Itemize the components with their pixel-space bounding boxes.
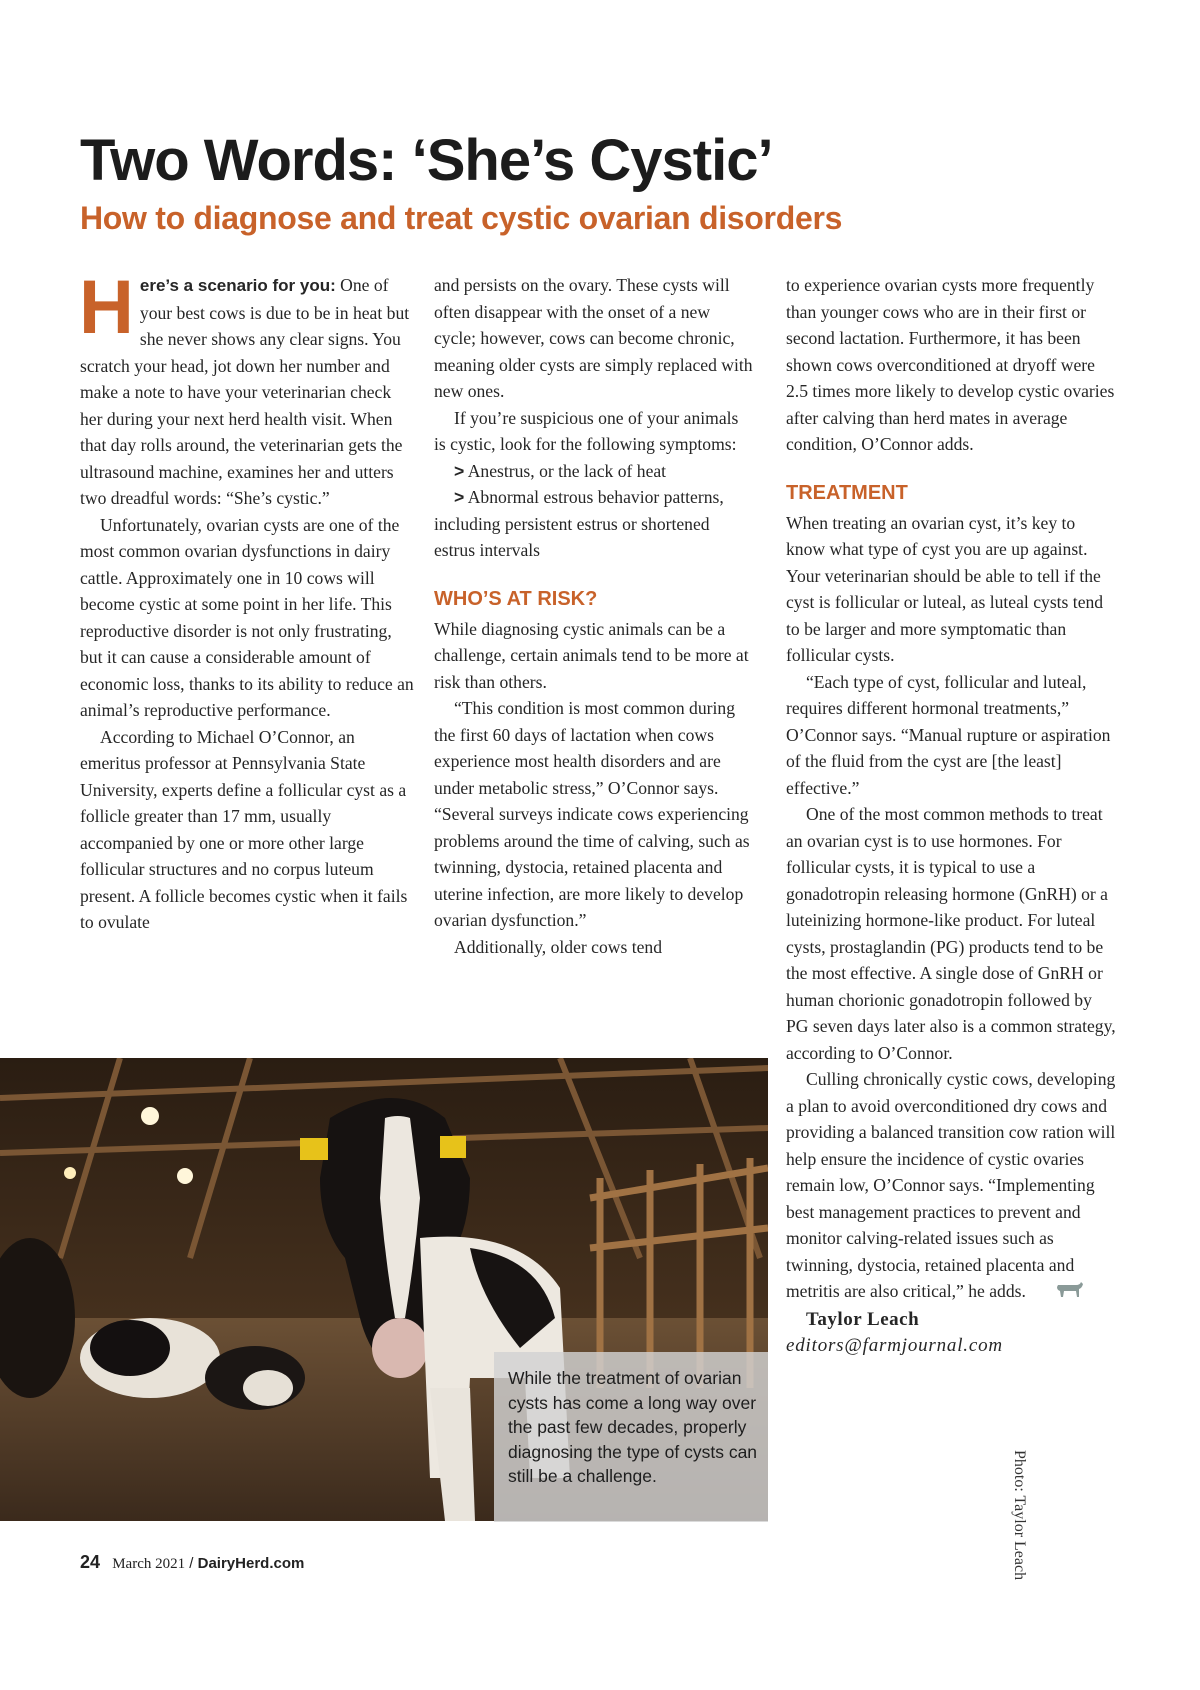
bullet-arrow-icon: >: [454, 460, 465, 481]
body-paragraph: “This condition is most common during the first 60 days of lactation when cows experience most health disorders and are under metabolic stress,” O’Connor says. “Several surveys indicate cows experiencing problems around the time of calving, such as twinning, dystocia, retained placenta and uterine infection, are more likely to develop ovarian dysfunction.”: [434, 698, 750, 930]
bullet-arrow-icon: >: [454, 487, 465, 507]
page-footer: [80, 1552, 304, 1573]
body-paragraph: If you’re suspicious one of your animals is cystic, look for the following symptoms:: [434, 407, 739, 454]
column-2: [434, 272, 754, 960]
body-paragraph: Additionally, older cows tend: [454, 936, 662, 957]
page-number: 24: [80, 1552, 101, 1572]
body-paragraph: Unfortunately, ovarian cysts are one of the most common ovarian dysfunctions in dairy cattle. Approximately one in 10 cows will become cystic at some point in her life. This reproductive disorder is not only frustrating, but it can cause a considerable amount of economic loss, thanks to its ability to reduce an animal’s reproductive performance.: [80, 514, 414, 720]
photo-caption: While the treatment of ovarian cysts has come a long way over the past few decades, properly diagnosing the type of cysts can still be a challenge.: [494, 1352, 768, 1522]
body-paragraph: One of the most common methods to treat an ovarian cyst is to use hormones. For follicular cysts, it is typical to use a gonadotropin releasing hormone (GnRH) or a luteinizing hormone-like product. For luteal cysts, prostaglandin (PG) products tend to be the most effective. A single dose of GnRH or human chorionic gonadotropin followed by PG seven days later also is a common strategy, according to O’Connor.: [786, 804, 1116, 1063]
drop-cap: H: [79, 265, 134, 350]
author-name: Taylor Leach: [806, 1308, 920, 1330]
body-paragraph: While diagnosing cystic animals can be a challenge, certain animals tend to be more at risk than others.: [434, 618, 749, 692]
body-paragraph: [786, 1066, 1118, 1307]
intro-paragraph: [79, 265, 414, 512]
bullet-text: Abnormal estrous behavior patterns, including persistent estrus or shortened estrus intervals: [434, 487, 724, 560]
body-paragraph: When treating an ovarian cyst, it’s key to know what type of cyst you are up against. Your veterinarian should be able to tell if the cyst is follicular or luteal, as luteal cysts tend to be larger and more symptomatic than follicular cysts.: [786, 512, 1104, 665]
issue-date: March 2021: [112, 1556, 186, 1572]
lead-in: ere’s a scenario for you:: [139, 276, 336, 295]
cow-icon: [1034, 1279, 1084, 1307]
body-paragraph: “Each type of cyst, follicular and luteal, requires different hormonal treatments,” O’Connor says. “Manual rupture or aspiration of the fluid from the cyst are [the least] effective.”: [786, 671, 1111, 798]
intro-text: One of your best cows is due to be in heat but she never shows any clear signs. You scratch your head, jot down her number and make a note to have your veterinarian check her during your next herd health visit. When that day rolls around, the veterinarian gets the ultrasound machine, examines her and utters two dreadful words: “She’s cystic.”: [80, 275, 410, 508]
heading-who-at-risk: WHO’S AT RISK?: [434, 587, 598, 610]
body-paragraph: to experience ovarian cysts more frequently than younger cows who are in their first or second lactation. Furthermore, it has been shown cows overconditioned at dryoff were 2.5 times more likely to develop cystic ovaries after calving than herd mates in average condition, O’Connor adds.: [786, 275, 1115, 454]
column-1: [79, 265, 414, 936]
heading-treatment: TREATMENT: [786, 481, 908, 504]
column-3: [786, 272, 1118, 1360]
body-paragraph: and persists on the ovary. These cysts will often disappear with the onset of a new cycle; however, cows can become chronic, meaning older cysts are simply replaced with new ones.: [434, 275, 753, 401]
photo-credit: Photo: Taylor Leach: [1011, 1450, 1028, 1581]
symptom-bullet: [434, 458, 754, 485]
article-subtitle: How to diagnose and treat cystic ovarian disorders: [80, 200, 843, 236]
symptom-bullet: [434, 484, 754, 564]
author-email[interactable]: editors@farmjournal.com: [786, 1335, 1003, 1357]
footer-separator: /: [189, 1555, 194, 1572]
closing-text: Culling chronically cystic cows, developing a plan to avoid overconditioned dry cows and providing a balanced transition cow ration will help ensure the incidence of cystic ovaries remain low, O’Connor says. “Implementing best management practices to prevent and monitor calving-related issues such as twinning, dystocia, retained placenta and metritis are also critical,” he adds.: [786, 1069, 1116, 1301]
bullet-text: Anestrus, or the lack of heat: [467, 460, 667, 481]
body-paragraph: According to Michael O’Connor, an emeritus professor at Pennsylvania State University, experts define a follicular cyst as a follicle greater than 17 mm, usually accompanied by one or more other large follicular structures and no corpus luteum present. A follicle becomes cystic when it fails to ovulate: [80, 726, 408, 932]
site-link[interactable]: DairyHerd.com: [197, 1555, 305, 1572]
article-title: Two Words: ‘She’s Cystic’: [80, 128, 773, 193]
